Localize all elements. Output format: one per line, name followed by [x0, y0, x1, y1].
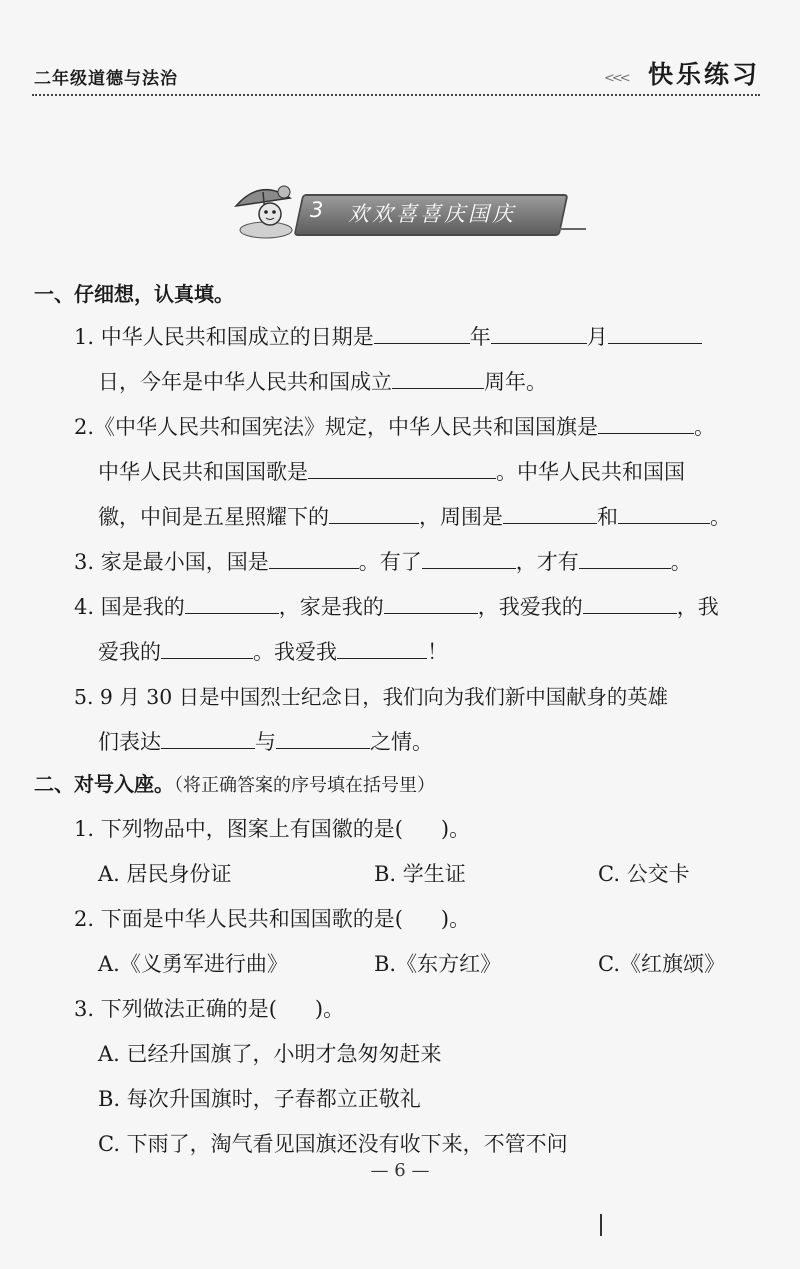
answer-blank[interactable]	[503, 503, 597, 524]
mascot-umbrella-icon	[230, 180, 302, 242]
answer-blank[interactable]	[329, 503, 419, 524]
answer-blank[interactable]	[161, 638, 253, 659]
q5-text-c: 与	[255, 730, 276, 754]
answer-blank[interactable]	[618, 503, 710, 524]
banner-underline	[556, 228, 586, 230]
q1-line1	[74, 323, 702, 351]
answer-blank[interactable]	[583, 593, 677, 614]
q3-text-d: 。	[670, 550, 692, 574]
q2-text-a-end: 。	[694, 415, 716, 439]
q2-text-b: 中华人民共和国国歌是	[98, 460, 308, 484]
answer-blank[interactable]	[392, 368, 484, 389]
q3-text-c: ，才有	[515, 550, 579, 574]
q1-text-d: 日，今年是中华人民共和国成立	[98, 370, 392, 394]
answer-blank[interactable]	[598, 413, 694, 434]
s2-q2-stem-text: 2. 下面是中华人民共和国国歌的是(	[74, 907, 403, 931]
answer-blank[interactable]	[269, 548, 359, 569]
q4-text-a: 4. 国是我的	[74, 595, 185, 619]
section2-note: （将正确答案的序号填在括号里）	[174, 775, 435, 796]
q1-line2	[98, 368, 547, 396]
answer-blank[interactable]	[579, 548, 671, 569]
q2-line2	[98, 458, 685, 486]
lesson-title: 欢欢喜喜庆国庆	[348, 202, 516, 226]
q2-line3	[98, 503, 731, 531]
s2-q1-stem-text: 1. 下列物品中，图案上有国徽的是(	[74, 817, 403, 841]
q4-text-g: ！	[427, 640, 448, 664]
answer-blank[interactable]	[374, 323, 470, 344]
q4-line1	[74, 593, 719, 621]
q4-text-b: ，家是我的	[278, 595, 384, 619]
series-title: 快乐练习	[648, 60, 761, 89]
q5-text-d: 之情。	[370, 730, 433, 754]
s2-q3-option-c: C. 下雨了，淘气看见国旗还没有收下来，不管不问	[98, 1132, 568, 1156]
q2-text-g: 。	[710, 505, 731, 529]
q1-text-e: 周年。	[484, 370, 547, 394]
answer-blank[interactable]	[308, 458, 496, 479]
s2-q1-option-a: A. 居民身份证	[98, 862, 232, 886]
s2-q3-stem-end: )。	[314, 997, 345, 1021]
q2-text-e: ，周围是	[419, 505, 503, 529]
q3-text-a: 3. 家是最小国，国是	[74, 550, 269, 574]
s2-q2-option-a: A.《义勇军进行曲》	[98, 952, 288, 976]
section2-title-text: 二、对号入座。	[34, 772, 174, 796]
s2-q1-option-b: B. 学生证	[374, 862, 466, 886]
chevron-left-icon: <<<	[604, 71, 628, 86]
answer-blank[interactable]	[161, 728, 255, 749]
answer-blank[interactable]	[422, 548, 516, 569]
s2-q1-option-c: C. 公交卡	[598, 862, 690, 886]
q5-line1	[74, 683, 668, 711]
q2-text-f: 和	[597, 505, 618, 529]
answer-blank[interactable]	[337, 638, 427, 659]
q5-text-b: 们表达	[98, 730, 161, 754]
s2-q3-stem	[74, 995, 344, 1023]
section1-title: 一、仔细想，认真填。	[34, 282, 234, 306]
q1-text-a: 1. 中华人民共和国成立的日期是	[74, 325, 374, 349]
answer-blank[interactable]	[276, 728, 370, 749]
q4-line2	[98, 638, 448, 666]
lesson-number: 3	[310, 198, 324, 222]
header-divider	[32, 94, 760, 96]
q2-line1	[74, 413, 715, 441]
binding-mark	[600, 1214, 602, 1236]
q4-text-f: 。我爱我	[253, 640, 337, 664]
s2-q3-option-b: B. 每次升国旗时，子春都立正敬礼	[98, 1087, 421, 1111]
s2-q2-stem-end: )。	[440, 907, 471, 931]
s2-q1-stem	[74, 815, 470, 843]
s2-q3-option-a: A. 已经升国旗了，小明才急匆匆赶来	[98, 1042, 442, 1066]
q2-text-a: 2.《中华人民共和国宪法》规定，中华人民共和国国旗是	[74, 415, 599, 439]
q5-text-a: 5. 9 月 30 日是中国烈士纪念日，我们向为我们新中国献身的英雄	[74, 685, 669, 709]
answer-blank[interactable]	[608, 323, 702, 344]
s2-q3-stem-text: 3. 下列做法正确的是(	[74, 997, 277, 1021]
q4-text-c: ，我爱我的	[477, 595, 583, 619]
q4-text-e: 爱我的	[98, 640, 161, 664]
q1-text-b: 年	[469, 325, 491, 349]
answer-blank[interactable]	[185, 593, 279, 614]
lesson-title-banner	[230, 180, 590, 242]
q2-text-d: 徽，中间是五星照耀下的	[98, 505, 329, 529]
page-number: — 6 —	[370, 1160, 430, 1181]
q3-line1	[74, 548, 692, 576]
q1-text-c: 月	[586, 325, 608, 349]
answer-blank[interactable]	[491, 323, 587, 344]
s2-q2-option-b: B.《东方红》	[374, 952, 502, 976]
grade-subject-label: 二年级道德与法治	[34, 69, 178, 89]
section2-title	[34, 770, 435, 800]
q4-text-d: ，我	[676, 595, 719, 619]
q2-text-c: 。中华人民共和国国	[496, 460, 685, 484]
q5-line2	[98, 728, 433, 756]
s2-q2-stem	[74, 905, 470, 933]
q3-text-b: 。有了	[358, 550, 422, 574]
s2-q1-stem-end: )。	[440, 817, 471, 841]
s2-q2-option-c: C.《红旗颂》	[598, 952, 725, 976]
answer-blank[interactable]	[384, 593, 478, 614]
